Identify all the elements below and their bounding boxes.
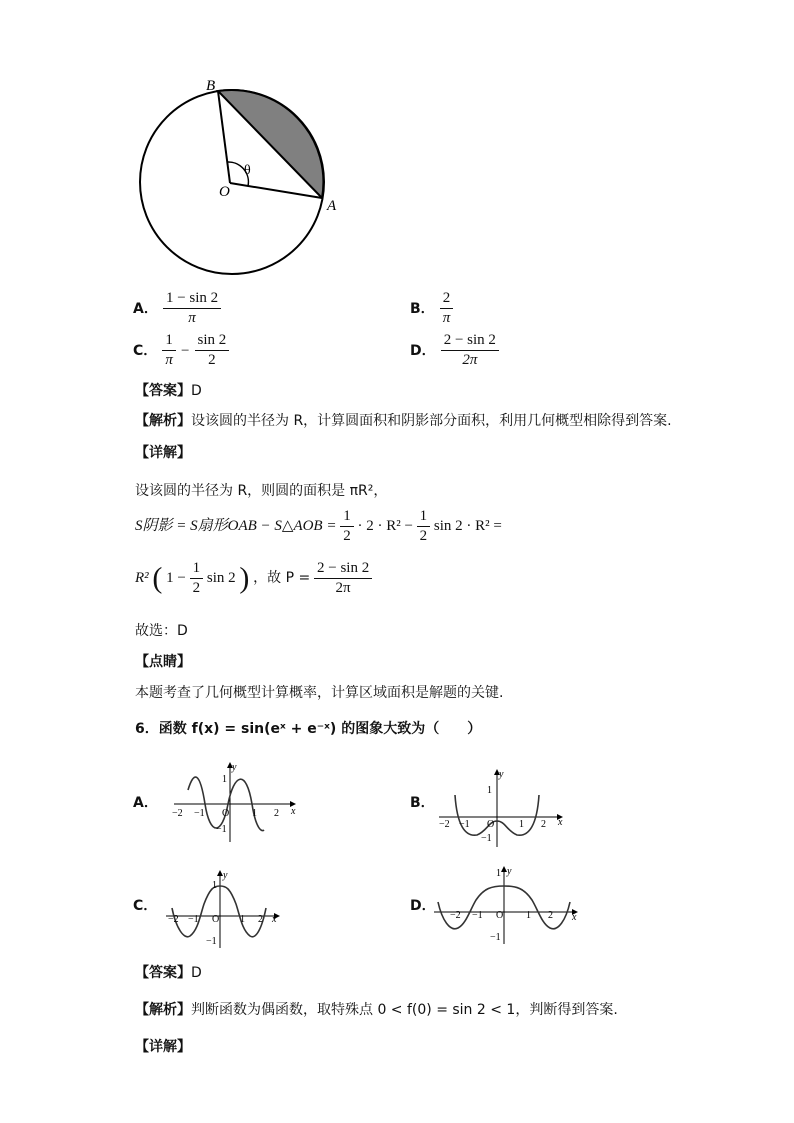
tick-m1x: −1: [472, 910, 483, 921]
tick-m1: −1: [206, 936, 217, 947]
q6-detail-tag: 【详解】: [135, 1039, 191, 1055]
tick-o: O: [222, 808, 230, 819]
tick-m1: −1: [490, 932, 501, 943]
answer-value: D: [191, 965, 202, 981]
radius-ob: [218, 91, 230, 183]
option-b[interactable]: [410, 290, 453, 327]
line2-mid1: · 2 · R² −: [357, 517, 413, 534]
q6-graph-c[interactable]: [162, 866, 292, 951]
q6-graph-b[interactable]: [435, 765, 570, 850]
option-b-letter: B．: [410, 301, 435, 317]
option-c-den2: 2: [208, 352, 216, 368]
line3-r2: R²: [135, 569, 149, 586]
option-c-fraction-2: [195, 332, 230, 369]
radius-oa: [230, 183, 322, 198]
option-d[interactable]: [410, 332, 499, 369]
tick-m1: −1: [481, 833, 492, 844]
tick-2x: 2: [541, 819, 546, 830]
tick-m2: −2: [450, 910, 461, 921]
p-den: 2π: [335, 580, 351, 596]
half-num-2: 1: [417, 508, 431, 527]
q6-stem: 6．函数 f(x) = sin(eˣ + e⁻ˣ) 的图象大致为（ ）: [135, 721, 482, 737]
line3-half: [190, 560, 204, 597]
analysis-tag: 【解析】: [135, 1002, 191, 1018]
option-b-num: 2: [440, 290, 454, 309]
analysis-text: 判断函数为偶函数，取特殊点 0 < f(0) = sin 2 < 1，判断得到答案.: [191, 1002, 618, 1018]
tick-o: O: [487, 819, 495, 830]
half-den-2: 2: [419, 528, 428, 544]
q6-option-d-letter[interactable]: D．: [410, 898, 436, 914]
q6-graph-a[interactable]: [170, 760, 300, 845]
circle-sector-figure: [130, 70, 350, 285]
axis-x-label: x: [291, 806, 296, 817]
q5-answer: [135, 380, 202, 400]
line2-mid2: sin 2 · R² =: [433, 517, 502, 534]
label-theta: θ: [244, 163, 251, 178]
option-b-fraction: [440, 290, 454, 327]
option-d-fraction: [441, 332, 499, 369]
option-c-den1: π: [165, 352, 173, 368]
line2-half-2: [417, 508, 431, 545]
axis-x-label: x: [272, 914, 277, 925]
axis-y-label: y: [499, 769, 504, 780]
q5-analysis: [135, 410, 672, 430]
q5-detail-line2: [135, 508, 502, 545]
option-a-fraction: [163, 290, 221, 327]
axis-y-label: y: [232, 762, 237, 773]
q5-detail-line1: 设该圆的半径为 R，则圆的面积是 πR²，: [135, 483, 388, 499]
q5-detail-tag: 【详解】: [135, 445, 191, 461]
line2-half-1: [340, 508, 354, 545]
tick-m1x: −1: [194, 808, 205, 819]
half-num-3: 1: [190, 560, 204, 579]
tick-2x: 2: [258, 914, 263, 925]
answer-tag: 【答案】: [135, 383, 191, 399]
tick-1x: 1: [526, 910, 531, 921]
tick-2x: 2: [274, 808, 279, 819]
shaded-segment: [218, 90, 323, 198]
answer-value: D: [191, 383, 202, 399]
label-o: O: [219, 184, 230, 200]
tick-m2: −2: [168, 914, 179, 925]
half-den-1: 2: [343, 528, 351, 544]
analysis-tag: 【解析】: [135, 413, 191, 429]
line3-therefore: ，故 P =: [253, 569, 311, 586]
q5-remark: 本题考查了几何概型计算概率，计算区域面积是解题的关键.: [135, 685, 504, 701]
q6-graph-d[interactable]: [432, 862, 582, 947]
option-a[interactable]: [133, 290, 221, 327]
option-d-letter: D．: [410, 343, 436, 359]
label-b: B: [206, 78, 216, 94]
q6-analysis: [135, 999, 618, 1019]
q6-option-a-letter[interactable]: A．: [133, 795, 158, 811]
tick-o: O: [212, 914, 220, 925]
option-c-num1: 1: [162, 332, 176, 351]
q6-answer: [135, 962, 202, 982]
paren-close: ): [239, 561, 250, 595]
line3-p-fraction: [314, 560, 372, 597]
q6-option-c-letter[interactable]: C．: [133, 898, 158, 914]
option-a-den: π: [188, 310, 196, 326]
tick-1x: 1: [252, 808, 257, 819]
tick-1: 1: [222, 774, 227, 785]
tick-1: 1: [212, 880, 217, 891]
tick-m1: −1: [216, 824, 227, 835]
q6-option-b-letter[interactable]: B．: [410, 795, 435, 811]
tick-m2: −2: [439, 819, 450, 830]
tick-m1x: −1: [188, 914, 199, 925]
option-c-num2: sin 2: [195, 332, 230, 351]
axis-y-label: y: [507, 866, 512, 877]
half-num-1: 1: [340, 508, 354, 527]
option-d-num: 2 − sin 2: [441, 332, 499, 351]
q5-detail-line3: [135, 560, 372, 597]
axis-x-label: x: [558, 817, 563, 828]
tick-1: 1: [496, 868, 501, 879]
paren-open: (: [152, 561, 163, 595]
analysis-text: 设该圆的半径为 R，计算圆面积和阴影部分面积，利用几何概型相除得到答案.: [191, 413, 672, 429]
answer-tag: 【答案】: [135, 965, 191, 981]
option-b-den: π: [442, 310, 451, 326]
option-c-minus: −: [180, 343, 190, 359]
tick-1x: 1: [240, 914, 245, 925]
label-a: A: [327, 198, 337, 214]
option-c-letter: C．: [133, 343, 158, 359]
option-c[interactable]: [133, 332, 229, 369]
tick-1: 1: [487, 785, 492, 796]
line3-one-minus: 1 −: [166, 569, 186, 586]
axis-y-label: y: [223, 870, 228, 881]
half-den-3: 2: [192, 580, 201, 596]
q5-remark-tag: 【点睛】: [135, 654, 191, 670]
option-a-num: 1 − sin 2: [163, 290, 221, 309]
tick-m1x: −1: [459, 819, 470, 830]
p-num: 2 − sin 2: [314, 560, 372, 579]
line2-lhs: S阴影 = S扇形OAB − S△AOB =: [135, 517, 337, 534]
tick-o: O: [496, 910, 504, 921]
q5-choose: 故选：D: [135, 623, 188, 639]
tick-2x: 2: [548, 910, 553, 921]
option-c-fraction-1: [162, 332, 176, 369]
line3-sin2: sin 2: [206, 569, 236, 586]
tick-1x: 1: [519, 819, 524, 830]
curve-c: [172, 886, 266, 937]
tick-m2: −2: [172, 808, 183, 819]
option-a-letter: A．: [133, 301, 158, 317]
option-d-den: 2π: [462, 352, 478, 368]
axis-x-label: x: [572, 912, 577, 923]
